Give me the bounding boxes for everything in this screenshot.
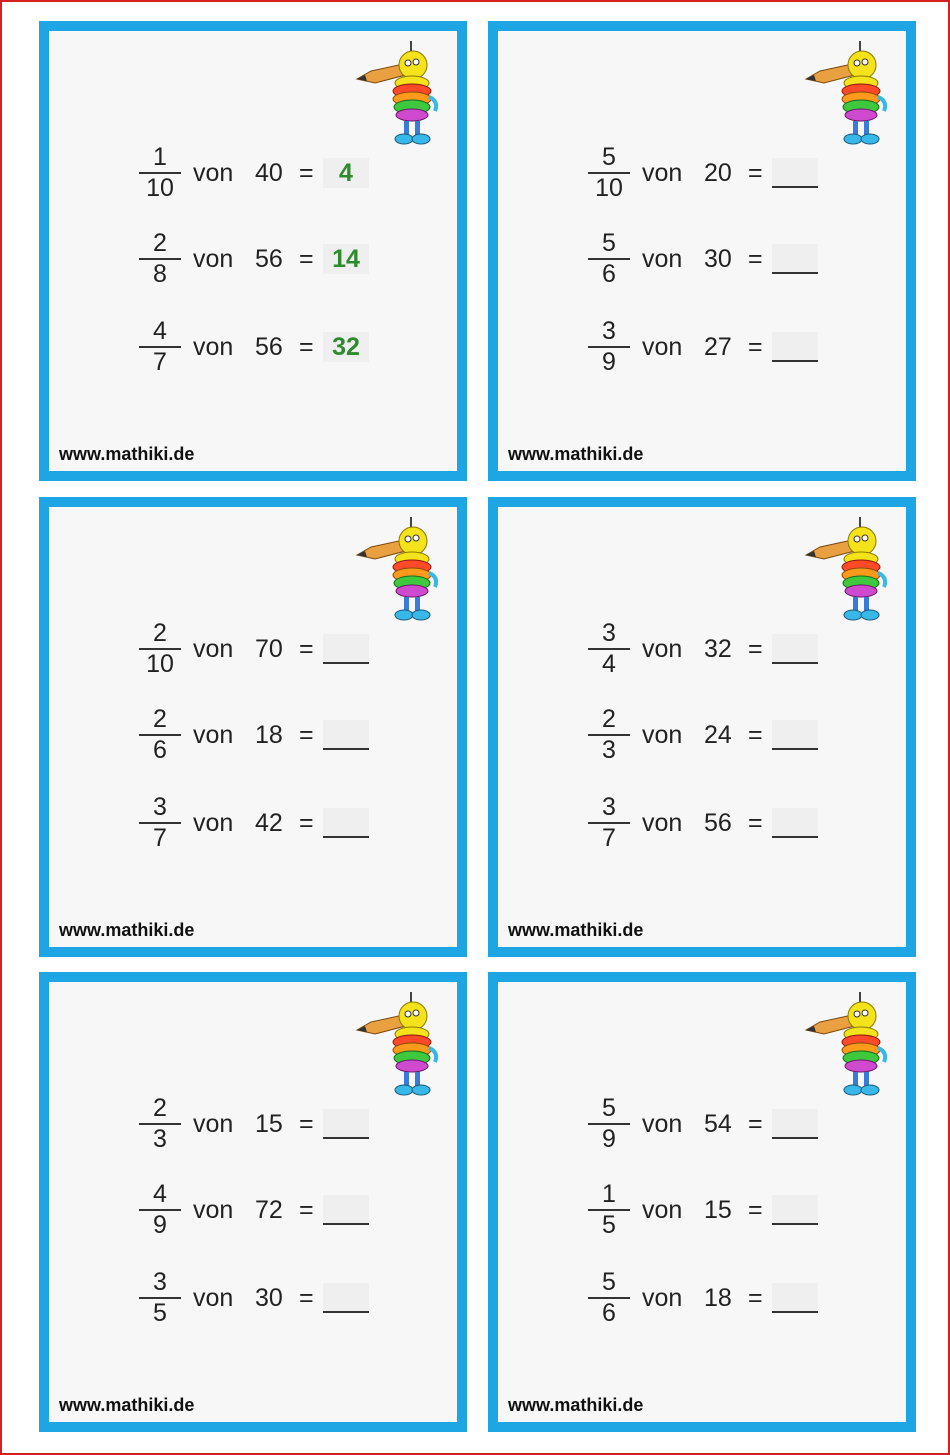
problem-row xyxy=(139,229,369,289)
problem-row xyxy=(139,705,369,765)
fraction-denominator: 3 xyxy=(602,735,616,764)
answer-field[interactable] xyxy=(772,332,818,362)
equals-sign: = xyxy=(748,1195,763,1224)
von-word: von xyxy=(193,158,234,187)
answer-field[interactable] xyxy=(772,808,818,838)
fraction-numerator: 3 xyxy=(602,317,616,346)
fraction-numerator: 2 xyxy=(602,705,616,734)
whole-number: 27 xyxy=(704,332,732,361)
fraction-denominator: 6 xyxy=(602,259,616,288)
whole-number: 70 xyxy=(255,634,283,663)
fraction xyxy=(139,1182,181,1238)
fraction-numerator: 4 xyxy=(153,1180,167,1209)
whole-number: 54 xyxy=(704,1109,732,1138)
fraction-denominator: 7 xyxy=(153,823,167,852)
fraction-denominator: 7 xyxy=(602,823,616,852)
fraction-denominator: 9 xyxy=(602,347,616,376)
mascot-worm-with-pencil-icon xyxy=(804,992,890,1098)
answer-field[interactable] xyxy=(323,1283,369,1313)
fraction-denominator: 5 xyxy=(153,1298,167,1327)
task-card-3 xyxy=(39,497,467,957)
fraction-denominator: 10 xyxy=(595,173,623,202)
website-footer: www.mathiki.de xyxy=(508,444,644,464)
equals-sign: = xyxy=(299,1109,314,1138)
mascot-worm-with-pencil-icon xyxy=(355,517,441,623)
fraction xyxy=(588,621,630,677)
whole-number: 32 xyxy=(704,634,732,663)
problem-row xyxy=(588,1180,818,1240)
whole-number: 30 xyxy=(704,244,732,273)
fraction-denominator: 3 xyxy=(153,1124,167,1153)
problem-row xyxy=(139,619,369,679)
answer-field[interactable] xyxy=(772,1283,818,1313)
task-card-1 xyxy=(39,21,467,481)
von-word: von xyxy=(642,808,683,837)
whole-number: 18 xyxy=(255,720,283,749)
mascot-worm-with-pencil-icon xyxy=(804,41,890,147)
fraction-numerator: 3 xyxy=(153,1268,167,1297)
von-word: von xyxy=(642,634,683,663)
whole-number: 20 xyxy=(704,158,732,187)
problem-row xyxy=(139,317,369,377)
von-word: von xyxy=(642,158,683,187)
website-footer: www.mathiki.de xyxy=(59,1395,195,1415)
answer-field[interactable] xyxy=(323,720,369,750)
equals-sign: = xyxy=(299,244,314,273)
problem-row xyxy=(139,1180,369,1240)
equals-sign: = xyxy=(299,1195,314,1224)
von-word: von xyxy=(642,1195,683,1224)
mascot-worm-with-pencil-icon xyxy=(355,992,441,1098)
fraction xyxy=(588,707,630,763)
equals-sign: = xyxy=(299,1283,314,1312)
website-footer: www.mathiki.de xyxy=(59,444,195,464)
fraction xyxy=(588,1096,630,1152)
fraction-numerator: 5 xyxy=(602,229,616,258)
whole-number: 24 xyxy=(704,720,732,749)
fraction xyxy=(139,621,181,677)
problem-row xyxy=(588,619,818,679)
answer-field[interactable] xyxy=(323,808,369,838)
equals-sign: = xyxy=(748,332,763,361)
von-word: von xyxy=(193,1195,234,1224)
equals-sign: = xyxy=(748,1109,763,1138)
fraction xyxy=(588,145,630,201)
fraction xyxy=(139,707,181,763)
answer-field[interactable] xyxy=(772,158,818,188)
task-card-2 xyxy=(488,21,916,481)
fraction-numerator: 2 xyxy=(153,619,167,648)
mascot-worm-with-pencil-icon xyxy=(355,41,441,147)
fraction-denominator: 4 xyxy=(602,649,616,678)
problem-row xyxy=(588,1094,818,1154)
website-footer: www.mathiki.de xyxy=(508,1395,644,1415)
website-footer: www.mathiki.de xyxy=(508,920,644,940)
fraction-denominator: 5 xyxy=(602,1210,616,1239)
fraction xyxy=(139,145,181,201)
problem-row xyxy=(139,793,369,853)
equals-sign: = xyxy=(748,158,763,187)
fraction xyxy=(139,231,181,287)
fraction-numerator: 5 xyxy=(602,143,616,172)
fraction-numerator: 3 xyxy=(602,619,616,648)
equals-sign: = xyxy=(748,720,763,749)
von-word: von xyxy=(193,244,234,273)
equals-sign: = xyxy=(748,1283,763,1312)
answer-field[interactable] xyxy=(772,244,818,274)
von-word: von xyxy=(642,1109,683,1138)
von-word: von xyxy=(642,332,683,361)
mascot-worm-with-pencil-icon xyxy=(804,517,890,623)
equals-sign: = xyxy=(299,720,314,749)
task-card-6 xyxy=(488,972,916,1432)
fraction xyxy=(588,795,630,851)
equals-sign: = xyxy=(748,634,763,663)
fraction-numerator: 2 xyxy=(153,1094,167,1123)
problem-row xyxy=(139,1268,369,1328)
whole-number: 72 xyxy=(255,1195,283,1224)
answer-field[interactable] xyxy=(772,1109,818,1139)
problem-row xyxy=(139,1094,369,1154)
problem-row xyxy=(588,317,818,377)
fraction xyxy=(139,1270,181,1326)
whole-number: 56 xyxy=(255,244,283,273)
fraction-numerator: 3 xyxy=(153,793,167,822)
fraction-numerator: 1 xyxy=(153,143,167,172)
fraction-denominator: 10 xyxy=(146,173,174,202)
equals-sign: = xyxy=(299,158,314,187)
answer-field[interactable] xyxy=(323,1195,369,1225)
von-word: von xyxy=(193,720,234,749)
answer-field[interactable] xyxy=(323,634,369,664)
whole-number: 18 xyxy=(704,1283,732,1312)
fraction-denominator: 9 xyxy=(153,1210,167,1239)
fraction-denominator: 8 xyxy=(153,259,167,288)
task-card-4 xyxy=(488,497,916,957)
answer-field[interactable] xyxy=(772,634,818,664)
website-footer: www.mathiki.de xyxy=(59,920,195,940)
equals-sign: = xyxy=(748,244,763,273)
von-word: von xyxy=(193,332,234,361)
fraction-numerator: 4 xyxy=(153,317,167,346)
fraction xyxy=(139,319,181,375)
equals-sign: = xyxy=(299,332,314,361)
fraction-numerator: 5 xyxy=(602,1094,616,1123)
fraction-numerator: 1 xyxy=(602,1180,616,1209)
whole-number: 30 xyxy=(255,1283,283,1312)
fraction-denominator: 10 xyxy=(146,649,174,678)
fraction xyxy=(588,319,630,375)
von-word: von xyxy=(193,808,234,837)
answer-field[interactable]: 14 xyxy=(323,244,369,274)
answer-field[interactable]: 32 xyxy=(323,332,369,362)
problem-row xyxy=(588,143,818,203)
equals-sign: = xyxy=(748,808,763,837)
von-word: von xyxy=(642,1283,683,1312)
problem-row xyxy=(588,793,818,853)
fraction-denominator: 9 xyxy=(602,1124,616,1153)
fraction-numerator: 2 xyxy=(153,229,167,258)
fraction-numerator: 3 xyxy=(602,793,616,822)
whole-number: 15 xyxy=(255,1109,283,1138)
fraction xyxy=(588,1270,630,1326)
whole-number: 56 xyxy=(255,332,283,361)
whole-number: 15 xyxy=(704,1195,732,1224)
problem-row xyxy=(588,229,818,289)
whole-number: 42 xyxy=(255,808,283,837)
von-word: von xyxy=(193,1283,234,1312)
fraction xyxy=(139,795,181,851)
fraction-denominator: 6 xyxy=(153,735,167,764)
task-card-5 xyxy=(39,972,467,1432)
fraction-numerator: 2 xyxy=(153,705,167,734)
equals-sign: = xyxy=(299,634,314,663)
von-word: von xyxy=(193,634,234,663)
fraction xyxy=(588,231,630,287)
equals-sign: = xyxy=(299,808,314,837)
problem-row xyxy=(588,1268,818,1328)
answer-field[interactable] xyxy=(772,720,818,750)
fraction xyxy=(588,1182,630,1238)
von-word: von xyxy=(642,720,683,749)
answer-field[interactable] xyxy=(772,1195,818,1225)
von-word: von xyxy=(193,1109,234,1138)
fraction xyxy=(139,1096,181,1152)
problem-row xyxy=(588,705,818,765)
whole-number: 56 xyxy=(704,808,732,837)
fraction-denominator: 6 xyxy=(602,1298,616,1327)
whole-number: 40 xyxy=(255,158,283,187)
answer-field[interactable]: 4 xyxy=(323,158,369,188)
fraction-denominator: 7 xyxy=(153,347,167,376)
von-word: von xyxy=(642,244,683,273)
answer-field[interactable] xyxy=(323,1109,369,1139)
fraction-numerator: 5 xyxy=(602,1268,616,1297)
problem-row xyxy=(139,143,369,203)
